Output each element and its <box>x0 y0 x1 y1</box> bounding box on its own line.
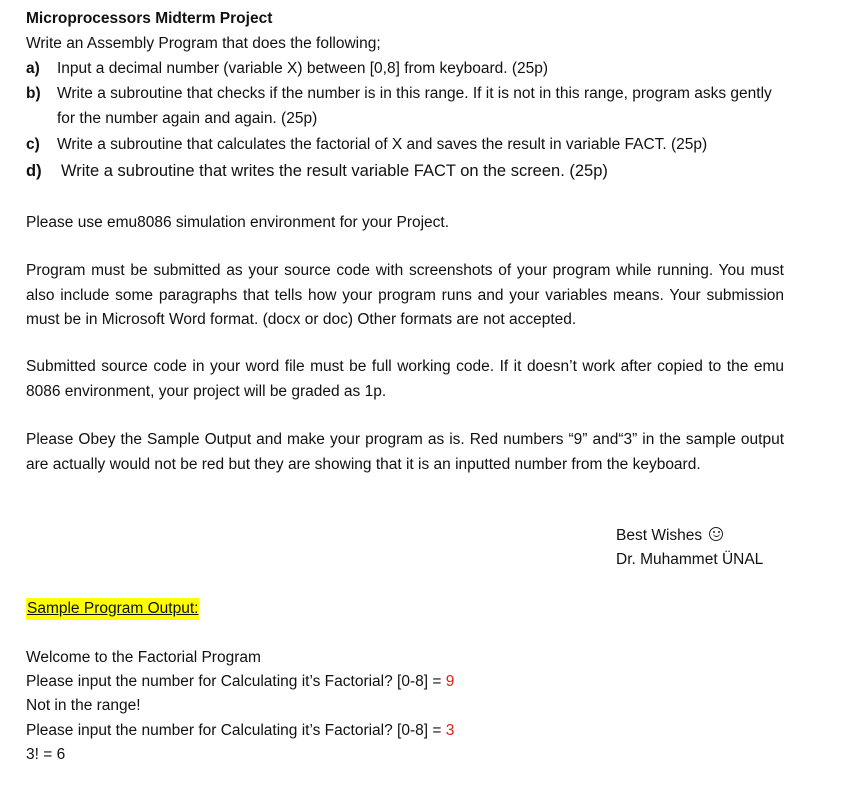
list-item-a <box>26 57 791 82</box>
sample-welcome-line: Welcome to the Factorial Program <box>26 649 261 666</box>
list-letter-a: a) <box>26 60 40 77</box>
sample-input-value-1: 9 <box>445 673 455 690</box>
sample-prompt-line-2 <box>26 719 454 744</box>
sample-error-line: Not in the range! <box>26 697 141 714</box>
sample-output-heading: Sample Program Output: <box>26 598 199 620</box>
list-text-a: Input a decimal number (variable X) between [0,8] from keyboard. (25p) <box>57 60 549 77</box>
sample-result-line: 3! = 6 <box>26 746 66 763</box>
sample-prompt-line-1 <box>26 670 454 695</box>
sample-prompt-text-1: Please input the number for Calculating it’s Factorial? [0-8] = <box>26 673 446 690</box>
document-title: Microprocessors Midterm Project <box>26 10 273 27</box>
list-text-d: Write a subroutine that writes the result variable FACT on the screen. (25p) <box>61 162 608 180</box>
sample-prompt-text-2: Please input the number for Calculating it’s Factorial? [0-8] = <box>26 722 446 739</box>
paragraph-submission: Program must be submitted as your source code with screenshots of your program while running. You must also include some paragraphs that tells how your program runs and your variables means. Your submission must be in Microsoft Word format. (docx or doc) Other formats are not accepted. <box>26 262 784 328</box>
list-item-d <box>26 159 791 184</box>
list-letter-b: b) <box>26 85 41 102</box>
list-item-b <box>26 82 791 131</box>
signature-name: Dr. Muhammet ÜNAL <box>616 551 764 568</box>
paragraph-environment: Please use emu8086 simulation environment for your Project. <box>26 214 450 231</box>
closing-text: Best Wishes <box>616 527 703 544</box>
intro-line: Write an Assembly Program that does the following; <box>26 35 381 52</box>
list-letter-c: c) <box>26 136 40 153</box>
signature-closing <box>616 524 723 549</box>
sample-input-value-2: 3 <box>445 722 455 739</box>
smiley-icon <box>709 527 723 541</box>
list-item-c <box>26 133 791 158</box>
list-text-b: Write a subroutine that checks if the number is in this range. If it is not in this range, program asks gently for the number again and again. (25p) <box>57 85 772 127</box>
paragraph-source-code: Submitted source code in your word file must be full working code. If it doesn’t work after copied to the emu 8086 environment, your project will be graded as 1p. <box>26 358 784 400</box>
list-letter-d: d) <box>26 162 42 180</box>
paragraph-sample-instructions: Please Obey the Sample Output and make your program as is. Red numbers “9” and“3” in the sample output are actually would not be red but they are showing that it is an inputted number from the keyboard. <box>26 431 784 473</box>
list-text-c: Write a subroutine that calculates the factorial of X and saves the result in variable FACT. (25p) <box>57 136 708 153</box>
